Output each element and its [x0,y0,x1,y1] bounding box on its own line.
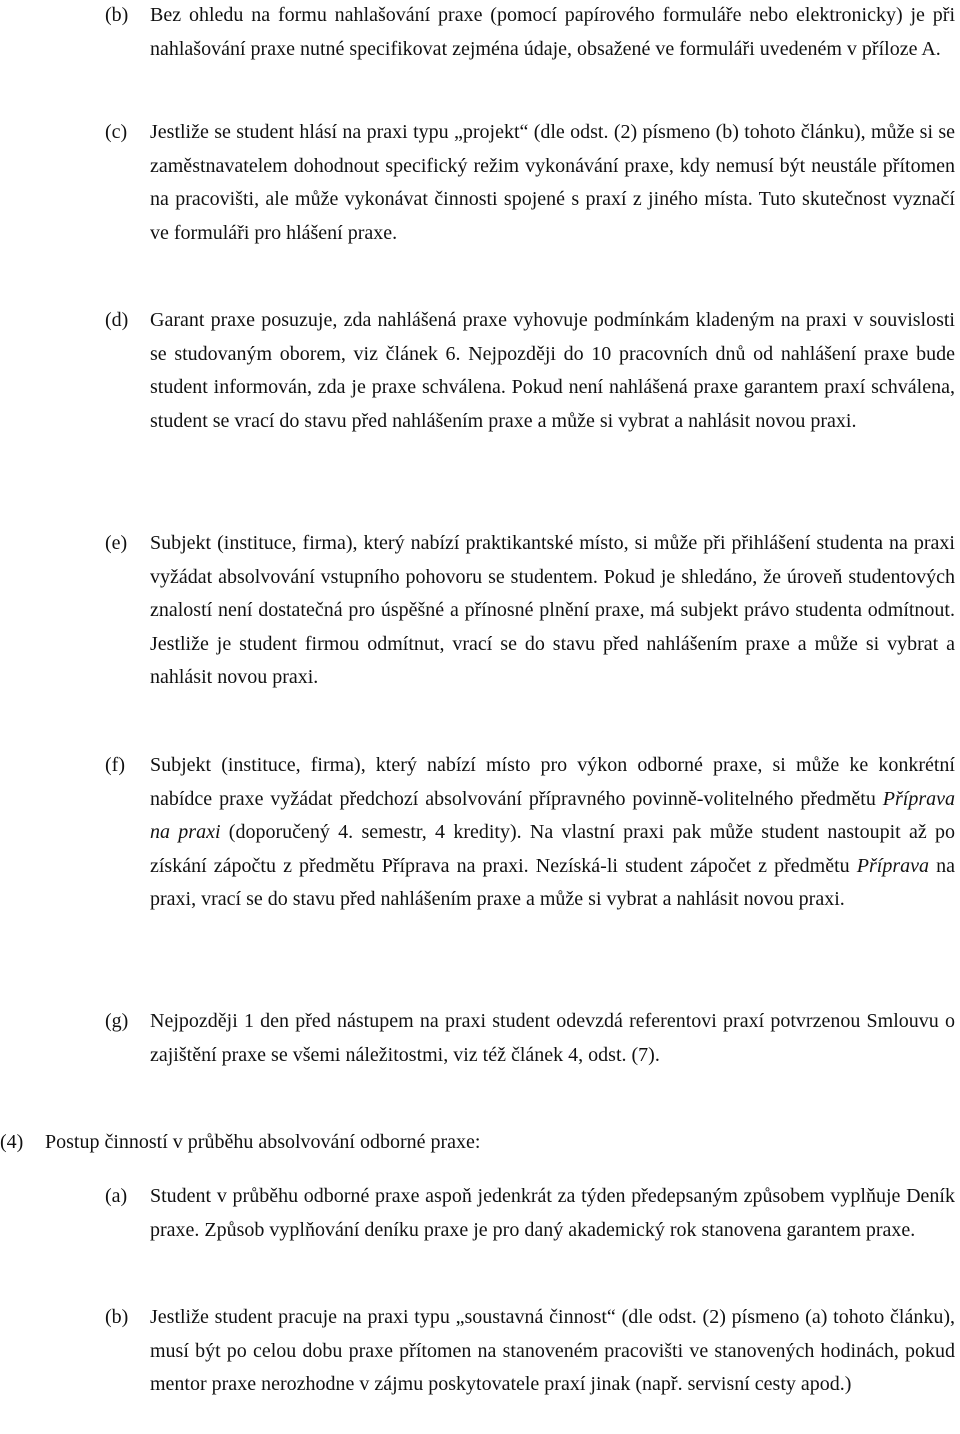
list-item-e [105,527,955,695]
list-marker: (g) [105,1010,129,1032]
list-item-c [105,116,955,250]
list-item-text: Jestliže student pracuje na praxi typu „soustavná činnost“ (dle odst. (2) písmeno (a) tohoto článku), musí být po celou dobu praxe přítomen na stanoveném pracovišti ve stanovených hodinách, pokud mentor praxe nerozhodne v zájmu poskytovatele praxí jinak (např. servisní cesty apod.) [150,1306,955,1396]
list-item-text: Student v průběhu odborné praxe aspoň jedenkrát za týden předepsaným způsobem vyplňuje Deník praxe. Způsob vyplňování deníku praxe je pro daný akademický rok stanovena garantem praxe. [150,1185,955,1241]
list-marker: (b) [105,4,129,26]
text-segment: (doporučený 4. semestr, 4 kredity). Na vlastní praxi pak může student nastoupit až po získání zápočtu z předmětu Příprava na praxi. Nezíská-li student zápočet z předmětu [150,821,956,877]
text-segment: Subjekt (instituce, firma), který nabízí místo pro výkon odborné praxe, si může ke konkrétní nabídce praxe vyžádat předchozí absolvování přípravného povinně-volitelného předmětu [150,754,955,810]
list-item-4a [105,1180,955,1247]
section-heading-text: Postup činností v průběhu absolvování odborné praxe: [45,1131,481,1153]
list-marker: (d) [105,309,129,331]
course-name-italic: Příprava [856,854,929,877]
list-item-d [105,304,955,438]
list-item-text: Jestliže se student hlásí na praxi typu „projekt“ (dle odst. (2) písmeno (b) tohoto článku), může si se zaměstnavatelem dohodnout specifický režim vykonávání praxe, kdy nemusí být neustále přítomen na pracovišti, ale může vykonávat činnosti spojené s praxí z jiného místa. Tuto skutečnost vyznačí ve formuláři pro hlášení praxe. [150,121,955,244]
list-item-f [105,749,956,917]
list-item-text [150,749,955,917]
text-segment: na praxi, vrací se do stavu před nahlášením praxe a může si vybrat a nahlásit novou praxi. [150,854,955,911]
list-marker: (a) [105,1185,128,1207]
list-item-g [105,1005,955,1072]
list-marker: (f) [105,754,125,776]
section-4-heading [0,1126,955,1160]
section-marker: (4) [0,1131,24,1153]
list-marker: (b) [105,1306,129,1328]
list-item-text: Subjekt (instituce, firma), který nabízí praktikantské místo, si může při přihlášení studenta na praxi vyžádat absolvování vstupního pohovoru se studentem. Pokud je shledáno, že úroveň studentových znalostí není dostatečná pro úspěšné a přínosné plnění praxe, má subjekt právo studenta odmítnout. Jestliže je student firmou odmítnut, vrací se do stavu před nahlášením praxe a může si vybrat a nahlásit novou praxi. [150,532,955,689]
list-marker: (e) [105,532,128,554]
list-item-4b [105,1301,955,1402]
list-item-b [105,0,955,66]
list-item-text: Nejpozději 1 den před nástupem na praxi student odevzdá referentovi praxí potvrzenou Smlouvu o zajištění praxe se všemi náležitostmi, viz též článek 4, odst. (7). [150,1010,955,1066]
course-name-italic: Příprava na praxi [150,787,955,844]
list-marker: (c) [105,121,128,143]
list-item-text: Garant praxe posuzuje, zda nahlášená praxe vyhovuje podmínkám kladeným na praxi v souvislosti se studovaným oborem, viz článek 6. Nejpozději do 10 pracovních dnů od nahlášení praxe bude student informován, zda je praxe schválena. Pokud není nahlášená praxe garantem praxí schválena, student se vrací do stavu před nahlášením praxe a může si vybrat a nahlásit novou praxi. [150,309,955,432]
list-item-text: Bez ohledu na formu nahlašování praxe (pomocí papírového formuláře nebo elektronicky) je při nahlašování praxe nutné specifikovat zejména údaje, obsažené ve formuláři uvedeném v příloze A. [150,4,955,60]
